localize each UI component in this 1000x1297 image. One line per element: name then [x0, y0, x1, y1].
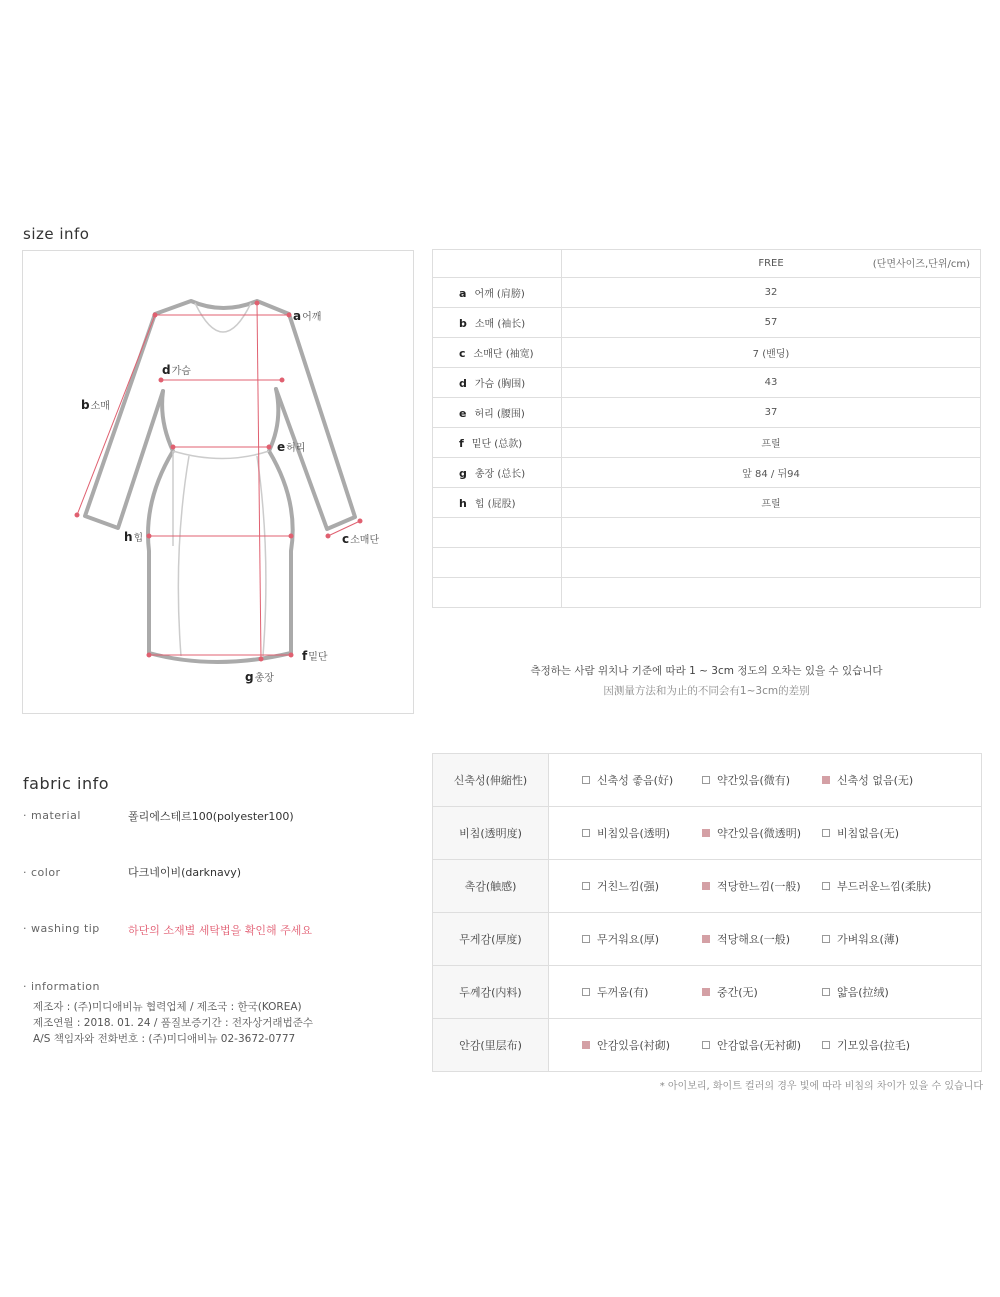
washing-tip-label: · washing tip — [23, 922, 100, 935]
size-row-value: 57 — [562, 308, 981, 338]
fabric-option-label: 두꺼움(有) — [597, 986, 649, 999]
size-row-name: 어깨 (肩膀) — [474, 289, 525, 300]
size-row-label — [433, 368, 562, 398]
info-line: A/S 책임자와 전화번호 : (주)미디애비뉴 02-3672-0777 — [33, 1033, 296, 1045]
fabric-row — [433, 966, 982, 1019]
fabric-option-label: 거친느낌(强) — [597, 880, 660, 893]
fabric-option-label: 얇음(拉绒) — [837, 986, 889, 999]
unchecked-box-icon — [822, 882, 830, 890]
color-label: · color — [23, 866, 61, 879]
fabric-option — [822, 825, 942, 841]
fabric-property: 촉감(触感) — [433, 860, 549, 913]
fabric-row — [433, 807, 982, 860]
size-row-name: 소매단 (袖宽) — [473, 349, 534, 360]
fabric-option — [702, 825, 822, 841]
info-line: 제조연월 : 2018. 01. 24 / 품질보증기간 : 전자상거래법준수 — [33, 1017, 314, 1029]
fabric-row — [433, 754, 982, 807]
size-row-name: 가슴 (胸围) — [474, 379, 526, 390]
fabric-option — [822, 772, 942, 788]
material-label: · material — [23, 809, 81, 822]
size-row-label — [433, 338, 562, 368]
bottom-note: * 아이보리, 화이트 컬러의 경우 빛에 따라 비침의 차이가 있을 수 있습니다 — [659, 1081, 983, 1092]
fabric-option-label: 신축성 좋음(好) — [597, 774, 674, 787]
fabric-property: 두께감(内料) — [433, 966, 549, 1019]
size-row-label — [433, 488, 562, 518]
size-row-c — [433, 338, 981, 368]
size-row-letter: c — [459, 347, 466, 360]
size-row-d — [433, 368, 981, 398]
size-row-letter: h — [459, 497, 467, 510]
fabric-row — [433, 1019, 982, 1072]
fabric-option — [582, 878, 702, 894]
fabric-option — [582, 984, 702, 1000]
fabric-row — [433, 860, 982, 913]
fabric-option-label: 적당해요(一般) — [717, 933, 791, 946]
fabric-option — [582, 772, 702, 788]
size-row-h — [433, 488, 981, 518]
size-row-letter: e — [459, 407, 467, 420]
fabric-option — [702, 1037, 822, 1053]
size-row-b — [433, 308, 981, 338]
unchecked-box-icon — [822, 829, 830, 837]
fabric-option-label: 중간(无) — [717, 986, 758, 999]
unchecked-box-icon — [702, 1041, 710, 1049]
size-row-name: 총장 (总长) — [474, 469, 526, 480]
size-row-name: 소매 (袖长) — [474, 319, 526, 330]
fabric-option-label: 기모있음(拉毛) — [837, 1039, 911, 1052]
fabric-option — [822, 931, 942, 947]
unchecked-box-icon — [702, 776, 710, 784]
unchecked-box-icon — [822, 1041, 830, 1049]
fabric-option-label: 무거워요(厚) — [597, 933, 660, 946]
label-f: f밑단 — [302, 649, 328, 663]
size-row-label — [433, 458, 562, 488]
size-header: FREE — [758, 258, 784, 269]
size-row-letter: d — [459, 377, 467, 390]
fabric-option-label: 안감없음(无衬砌) — [717, 1039, 802, 1052]
unchecked-box-icon — [582, 935, 590, 943]
fabric-info-title: fabric info — [23, 774, 110, 793]
fabric-property: 비침(透明度) — [433, 807, 549, 860]
size-row-value: 37 — [562, 398, 981, 428]
size-row-value: 7 (밴딩) — [562, 338, 981, 368]
fabric-option-label: 가벼워요(薄) — [837, 933, 900, 946]
fabric-option-label: 안감있음(衬砌) — [597, 1039, 671, 1052]
label-e: e허리 — [277, 440, 306, 454]
fabric-option — [702, 878, 822, 894]
label-d: d가슴 — [162, 363, 191, 377]
size-info-title: size info — [23, 225, 90, 243]
fabric-property: 신축성(伸縮性) — [433, 754, 549, 807]
size-row-name: 허리 (腰围) — [474, 409, 525, 420]
size-row-f — [433, 428, 981, 458]
size-row-letter: b — [459, 317, 467, 330]
size-table-empty-row — [433, 548, 981, 578]
size-row-letter: g — [459, 467, 467, 480]
unchecked-box-icon — [822, 988, 830, 996]
checked-box-icon — [582, 1041, 590, 1049]
size-row-value: 프릴 — [562, 488, 981, 518]
fabric-property: 무게감(厚度) — [433, 913, 549, 966]
fabric-property: 안감(里层布) — [433, 1019, 549, 1072]
unchecked-box-icon — [582, 988, 590, 996]
manufacturer-info — [33, 999, 313, 1047]
fabric-option — [822, 878, 942, 894]
fabric-option — [822, 1037, 942, 1053]
fabric-properties-table — [432, 753, 982, 1072]
dress-diagram — [23, 251, 415, 715]
size-row-a — [433, 278, 981, 308]
measurement-note-chinese: 因测量方法和为止的不同会有1~3cm的差别 — [603, 685, 810, 697]
size-row-value: 43 — [562, 368, 981, 398]
unchecked-box-icon — [582, 882, 590, 890]
size-table-empty-row — [433, 518, 981, 548]
size-row-letter: f — [459, 437, 464, 450]
size-row-letter: a — [459, 287, 467, 300]
size-row-label — [433, 398, 562, 428]
fabric-option-label: 비침없음(无) — [837, 827, 900, 840]
size-row-g — [433, 458, 981, 488]
size-table-header — [433, 250, 981, 278]
size-row-name: 밑단 (总款) — [471, 439, 523, 450]
size-row-value: 32 — [562, 278, 981, 308]
checked-box-icon — [702, 882, 710, 890]
fabric-row — [433, 913, 982, 966]
fabric-option — [702, 984, 822, 1000]
fabric-option-label: 부드러운느낌(柔肤) — [837, 880, 932, 893]
size-table — [432, 249, 981, 608]
label-g: g총장 — [245, 670, 274, 684]
unit-note: (단면사이즈,단위/cm) — [872, 259, 970, 270]
label-c: c소매단 — [342, 532, 380, 546]
fabric-option-label: 약간있음(微有) — [717, 774, 791, 787]
color-value: 다크네이비(darknavy) — [128, 866, 242, 879]
size-row-name: 힙 (屁股) — [474, 499, 516, 510]
size-row-value: 앞 84 / 뒤94 — [562, 458, 981, 488]
unchecked-box-icon — [822, 935, 830, 943]
checked-box-icon — [702, 829, 710, 837]
material-value: 폴리에스테르100(polyester100) — [128, 810, 294, 823]
fabric-option — [702, 931, 822, 947]
fabric-option — [582, 825, 702, 841]
checked-box-icon — [702, 988, 710, 996]
fabric-option-label: 비침있음(透明) — [597, 827, 671, 840]
label-a: a어깨 — [293, 309, 322, 323]
fabric-option — [702, 772, 822, 788]
size-row-label — [433, 428, 562, 458]
size-row-e — [433, 398, 981, 428]
checked-box-icon — [702, 935, 710, 943]
garment-figure — [22, 250, 414, 714]
info-line: 제조자 : (주)미디애비뉴 협력업체 / 제조국 : 한국(KOREA) — [33, 1001, 302, 1013]
fabric-option — [582, 1037, 702, 1053]
size-row-label — [433, 308, 562, 338]
label-h: h힙 — [124, 530, 144, 544]
washing-tip-value: 하단의 소재별 세탁법을 확인해 주세요 — [128, 924, 313, 937]
fabric-option-label: 적당한느낌(一般) — [717, 880, 801, 893]
size-row-label — [433, 278, 562, 308]
size-table-empty-row — [433, 578, 981, 608]
fabric-option-label: 신축성 없음(无) — [837, 774, 914, 787]
size-row-value: 프릴 — [562, 428, 981, 458]
fabric-option — [822, 984, 942, 1000]
unchecked-box-icon — [582, 829, 590, 837]
unchecked-box-icon — [582, 776, 590, 784]
information-label: · information — [23, 980, 100, 993]
fabric-option-label: 약간있음(微透明) — [717, 827, 802, 840]
measurement-note-korean: 측정하는 사람 위치나 기준에 따라 1 ~ 3cm 정도의 오차는 있을 수 있습니다 — [530, 665, 883, 677]
checked-box-icon — [822, 776, 830, 784]
fabric-option — [582, 931, 702, 947]
label-b: b소매 — [81, 398, 110, 412]
